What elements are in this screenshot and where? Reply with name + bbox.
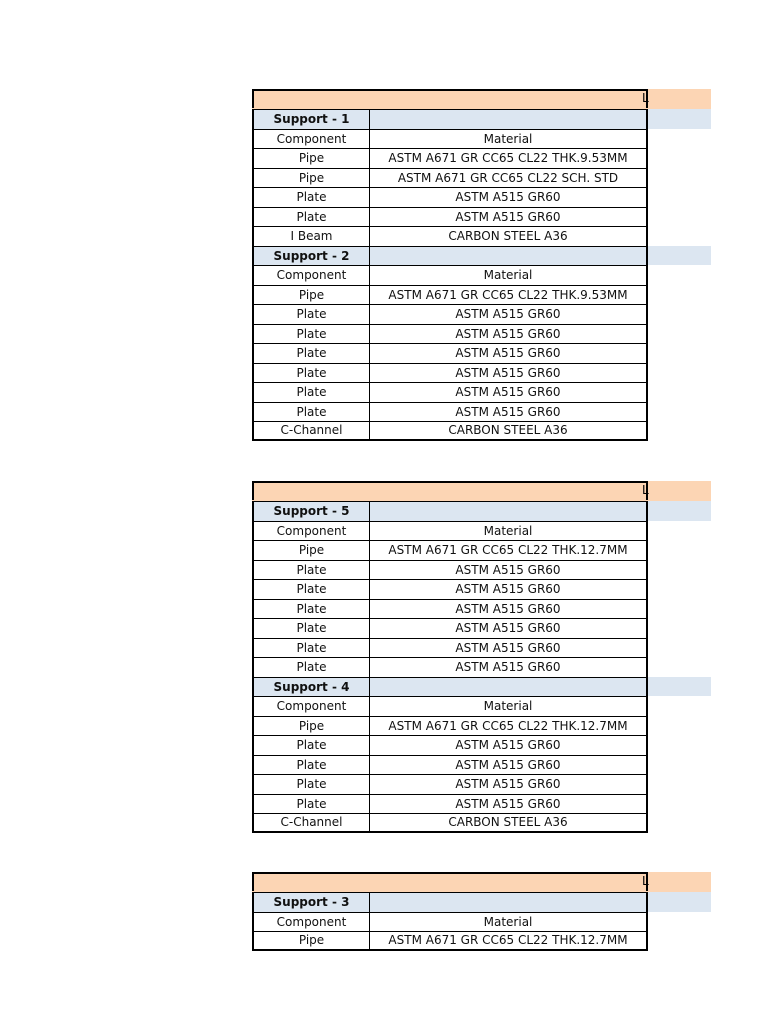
material-cell: ASTM A671 GR CC65 CL22 THK.9.53MM <box>370 148 648 168</box>
table-row <box>252 774 711 794</box>
material-cell: ASTM A515 GR60 <box>370 363 648 383</box>
table-title-row <box>252 872 711 892</box>
table-row <box>252 931 711 951</box>
component-cell: Plate <box>252 363 370 383</box>
component-cell: Plate <box>252 560 370 580</box>
section-label: Support - 1 <box>252 109 370 129</box>
component-cell: C-Channel <box>252 813 370 833</box>
column-header-component: Component <box>252 265 370 285</box>
material-cell: ASTM A515 GR60 <box>370 187 648 207</box>
table-row <box>252 421 711 441</box>
component-cell: C-Channel <box>252 421 370 441</box>
table-row <box>252 755 711 775</box>
component-cell: Plate <box>252 324 370 344</box>
component-cell: Pipe <box>252 168 370 188</box>
component-cell: Plate <box>252 579 370 599</box>
material-cell: ASTM A671 GR CC65 CL22 THK.12.7MM <box>370 931 648 951</box>
table-row <box>252 813 711 833</box>
section-header-row <box>252 109 711 129</box>
material-cell: ASTM A671 GR CC65 CL22 THK.9.53MM <box>370 285 648 305</box>
title-border <box>252 481 648 500</box>
component-cell: Plate <box>252 618 370 638</box>
component-cell: Plate <box>252 402 370 422</box>
section-blank-cell <box>370 677 648 697</box>
table-row <box>252 324 711 344</box>
component-cell: Pipe <box>252 716 370 736</box>
table-row <box>252 285 711 305</box>
section-blank-cell <box>370 246 648 266</box>
column-header-row <box>252 265 711 285</box>
section-label: Support - 5 <box>252 501 370 521</box>
table-title-row <box>252 481 711 501</box>
component-cell: Plate <box>252 657 370 677</box>
component-cell: Plate <box>252 304 370 324</box>
section-header-row <box>252 246 711 266</box>
column-header-material: Material <box>370 521 648 541</box>
material-cell: ASTM A671 GR CC65 CL22 THK.12.7MM <box>370 540 648 560</box>
component-cell: Pipe <box>252 285 370 305</box>
component-cell: Plate <box>252 638 370 658</box>
material-cell: ASTM A515 GR60 <box>370 657 648 677</box>
table-row <box>252 579 711 599</box>
material-cell: ASTM A515 GR60 <box>370 794 648 814</box>
table-row <box>252 148 711 168</box>
component-cell: Plate <box>252 187 370 207</box>
support-table-block <box>252 481 711 833</box>
title-text: L <box>642 91 649 105</box>
component-cell: I Beam <box>252 226 370 246</box>
component-cell: Plate <box>252 755 370 775</box>
component-cell: Plate <box>252 382 370 402</box>
column-header-material: Material <box>370 265 648 285</box>
title-border <box>252 872 648 891</box>
section-blank-cell <box>370 109 648 129</box>
table-row <box>252 402 711 422</box>
table-row <box>252 560 711 580</box>
material-cell: ASTM A671 GR CC65 CL22 THK.12.7MM <box>370 716 648 736</box>
section-label: Support - 3 <box>252 892 370 912</box>
material-cell: ASTM A515 GR60 <box>370 638 648 658</box>
material-cell: ASTM A515 GR60 <box>370 774 648 794</box>
material-cell: CARBON STEEL A36 <box>370 813 648 833</box>
title-text: L <box>642 874 649 888</box>
column-header-row <box>252 912 711 932</box>
component-cell: Pipe <box>252 148 370 168</box>
table-row <box>252 540 711 560</box>
section-header-row <box>252 501 711 521</box>
material-cell: CARBON STEEL A36 <box>370 421 648 441</box>
table-row <box>252 363 711 383</box>
table-row <box>252 735 711 755</box>
column-header-component: Component <box>252 696 370 716</box>
material-cell: ASTM A515 GR60 <box>370 382 648 402</box>
column-header-row <box>252 129 711 149</box>
material-cell: ASTM A515 GR60 <box>370 343 648 363</box>
section-blank-cell <box>370 501 648 521</box>
column-header-component: Component <box>252 521 370 541</box>
material-cell: ASTM A515 GR60 <box>370 599 648 619</box>
material-cell: ASTM A515 GR60 <box>370 755 648 775</box>
section-label: Support - 2 <box>252 246 370 266</box>
title-text: L <box>642 483 649 497</box>
table-row <box>252 794 711 814</box>
material-cell: CARBON STEEL A36 <box>370 226 648 246</box>
table-row <box>252 343 711 363</box>
section-blank-cell <box>370 892 648 912</box>
table-row <box>252 207 711 227</box>
component-cell: Plate <box>252 735 370 755</box>
material-cell: ASTM A515 GR60 <box>370 735 648 755</box>
column-header-row <box>252 521 711 541</box>
component-cell: Plate <box>252 794 370 814</box>
column-header-material: Material <box>370 129 648 149</box>
component-cell: Plate <box>252 207 370 227</box>
material-cell: ASTM A515 GR60 <box>370 207 648 227</box>
material-cell: ASTM A515 GR60 <box>370 324 648 344</box>
material-cell: ASTM A515 GR60 <box>370 304 648 324</box>
component-cell: Pipe <box>252 931 370 951</box>
material-cell: ASTM A515 GR60 <box>370 560 648 580</box>
component-cell: Plate <box>252 599 370 619</box>
material-cell: ASTM A515 GR60 <box>370 618 648 638</box>
table-title-row <box>252 89 711 109</box>
component-cell: Pipe <box>252 540 370 560</box>
column-header-material: Material <box>370 912 648 932</box>
support-table-block <box>252 89 711 441</box>
column-header-component: Component <box>252 129 370 149</box>
table-row <box>252 382 711 402</box>
table-row <box>252 657 711 677</box>
column-header-component: Component <box>252 912 370 932</box>
component-cell: Plate <box>252 343 370 363</box>
table-row <box>252 716 711 736</box>
column-header-material: Material <box>370 696 648 716</box>
table-row <box>252 187 711 207</box>
section-header-row <box>252 892 711 912</box>
component-cell: Plate <box>252 774 370 794</box>
material-cell: ASTM A515 GR60 <box>370 402 648 422</box>
material-cell: ASTM A515 GR60 <box>370 579 648 599</box>
title-border <box>252 89 648 108</box>
table-row <box>252 168 711 188</box>
section-label: Support - 4 <box>252 677 370 697</box>
table-row <box>252 618 711 638</box>
material-cell: ASTM A671 GR CC65 CL22 SCH. STD <box>370 168 648 188</box>
section-header-row <box>252 677 711 697</box>
column-header-row <box>252 696 711 716</box>
table-row <box>252 638 711 658</box>
table-row <box>252 599 711 619</box>
table-row <box>252 304 711 324</box>
table-row <box>252 226 711 246</box>
support-table-block <box>252 872 711 951</box>
